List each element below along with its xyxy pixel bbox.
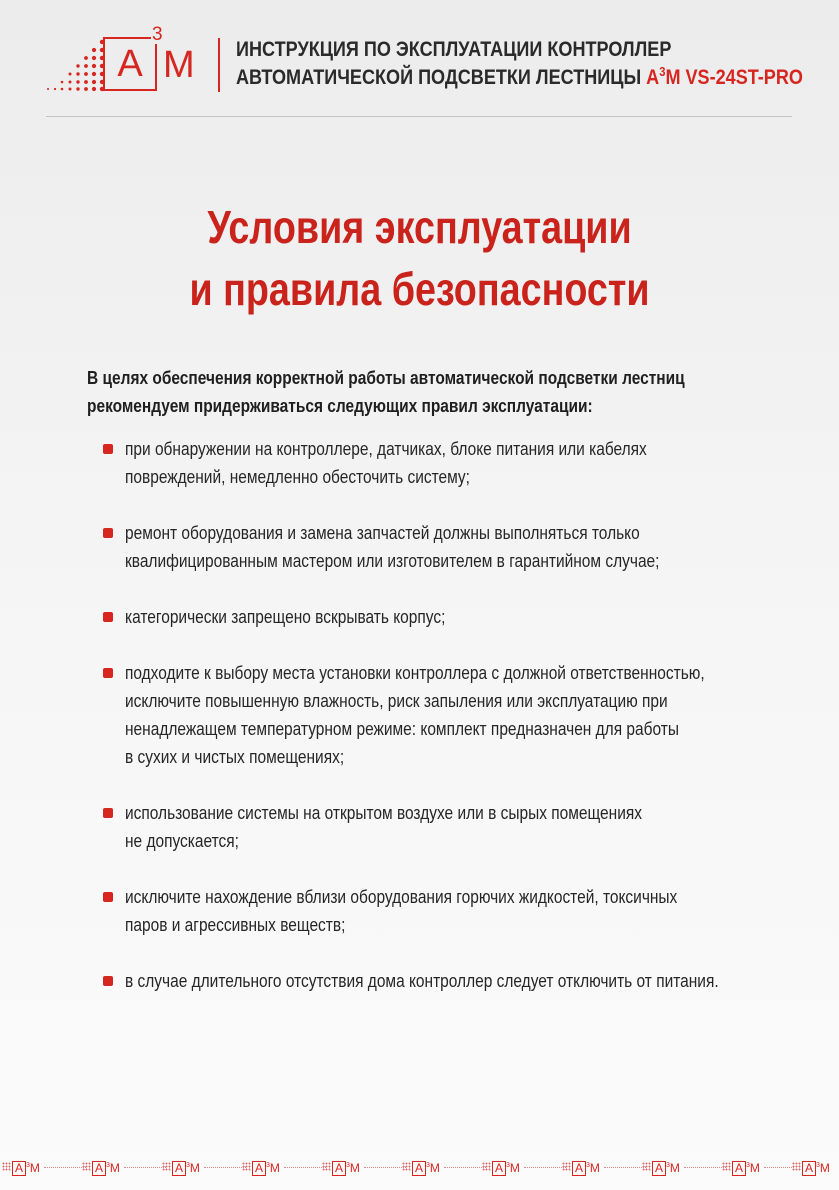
header-rule — [46, 116, 792, 117]
rule-text: при обнаружении на контроллере, датчиках, блоке питания или кабелях повреждений, немедленно обесточить систему; — [125, 439, 647, 487]
header-divider — [218, 38, 220, 92]
rule-text: использование системы на открытом воздухе или в сырых помещениях не допускается; — [125, 803, 642, 851]
footer-logo: А $^3$М — [642, 1158, 726, 1174]
footer-logo-box: А — [332, 1161, 346, 1176]
logo-dots-icon — [44, 38, 108, 92]
logo-letter-m: М — [163, 44, 195, 86]
rule-text: ремонт оборудования и замена запчастей должны выполняться только квалифицированным мастером или изготовителем в гарантийном случае; — [125, 523, 660, 571]
rule-text: подходите к выбору места установки контроллера с должной ответственностью, исключите повышенную влажность, риск запыления или эксплуатацию при ненадлежащем температурном режиме: комплект предназначен для работы в сухих и чистых помещениях; — [125, 663, 705, 767]
footer-logo: А $^3$М — [562, 1158, 646, 1174]
footer-logo: А $^3$М — [2, 1158, 86, 1174]
intro-line2: рекомендуем придерживаться следующих правил эксплуатации: — [87, 396, 593, 416]
rule-text: категорически запрещено вскрывать корпус; — [125, 607, 446, 627]
header-brand-sup: 3 — [659, 64, 666, 79]
page-heading-line2: и правила безопасности — [189, 263, 650, 315]
footer-logo-box: А — [252, 1161, 266, 1176]
page-heading — [0, 196, 839, 320]
footer-dots-icon — [792, 1162, 801, 1171]
footer-dots-icon — [642, 1162, 651, 1171]
footer-dots-icon — [162, 1162, 171, 1171]
bullet-square-icon — [103, 892, 113, 902]
footer-dots-icon — [322, 1162, 331, 1171]
bullet-square-icon — [103, 444, 113, 454]
footer-logo-box: А — [92, 1161, 106, 1176]
footer-logo: А $^3$М — [792, 1158, 830, 1174]
header-title — [236, 36, 803, 92]
footer-logo-box: А — [172, 1161, 186, 1176]
footer-logo: А $^3$М — [402, 1158, 486, 1174]
footer-dots-icon — [562, 1162, 571, 1171]
footer-dots-icon — [82, 1162, 91, 1171]
bullet-square-icon — [103, 668, 113, 678]
footer-dots-icon — [2, 1162, 11, 1171]
header-brand — [646, 66, 803, 89]
footer-logo-strip — [0, 1152, 839, 1182]
footer-logo: А $^3$М — [242, 1158, 326, 1174]
header-title-line2 — [236, 64, 803, 92]
footer-dots-icon — [482, 1162, 491, 1171]
intro-line1: В целях обеспечения корректной работы автоматической подсветки лестниц — [87, 368, 685, 388]
footer-logo-box: А — [12, 1161, 26, 1176]
footer-logo: А $^3$М — [162, 1158, 246, 1174]
document-header — [0, 0, 839, 118]
footer-logo-box: А — [412, 1161, 426, 1176]
logo-letter-a: А — [117, 43, 143, 85]
footer-logo: А $^3$М — [722, 1158, 794, 1174]
header-title-line1: ИНСТРУКЦИЯ ПО ЭКСПЛУАТАЦИИ КОНТРОЛЛЕР — [236, 38, 672, 61]
footer-dots-icon — [402, 1162, 411, 1171]
intro-paragraph — [87, 364, 706, 420]
footer-logo: А $^3$М — [482, 1158, 566, 1174]
footer-logo-box: А — [572, 1161, 586, 1176]
rule-text: в случае длительного отсутствия дома контроллер следует отключить от питания. — [125, 971, 719, 991]
footer-logo: А $^3$М — [322, 1158, 406, 1174]
bullet-square-icon — [103, 612, 113, 622]
bullet-square-icon — [103, 976, 113, 986]
header-title-line2-text: АВТОМАТИЧЕСКОЙ ПОДСВЕТКИ ЛЕСТНИЦЫ — [236, 66, 647, 89]
header-brand-model: М VS-24ST-PRO — [665, 66, 803, 89]
rule-text: исключите нахождение вблизи оборудования горючих жидкостей, токсичных паров и агрессивных веществ; — [125, 887, 678, 935]
page-heading-line1: Условия эксплуатации — [207, 201, 632, 253]
header-brand-a: А — [646, 66, 660, 89]
bullet-square-icon — [103, 528, 113, 538]
footer-dots-icon — [242, 1162, 251, 1171]
footer-logo: А $^3$М — [82, 1158, 166, 1174]
footer-logo-box: А — [652, 1161, 666, 1176]
footer-logo-box: А — [732, 1161, 746, 1176]
logo-box — [103, 37, 157, 91]
logo-superscript: 3 — [152, 24, 163, 45]
footer-logo-box: А — [492, 1161, 506, 1176]
bullet-square-icon — [103, 808, 113, 818]
footer-dots-icon — [722, 1162, 731, 1171]
footer-logo-box: А — [802, 1161, 816, 1176]
